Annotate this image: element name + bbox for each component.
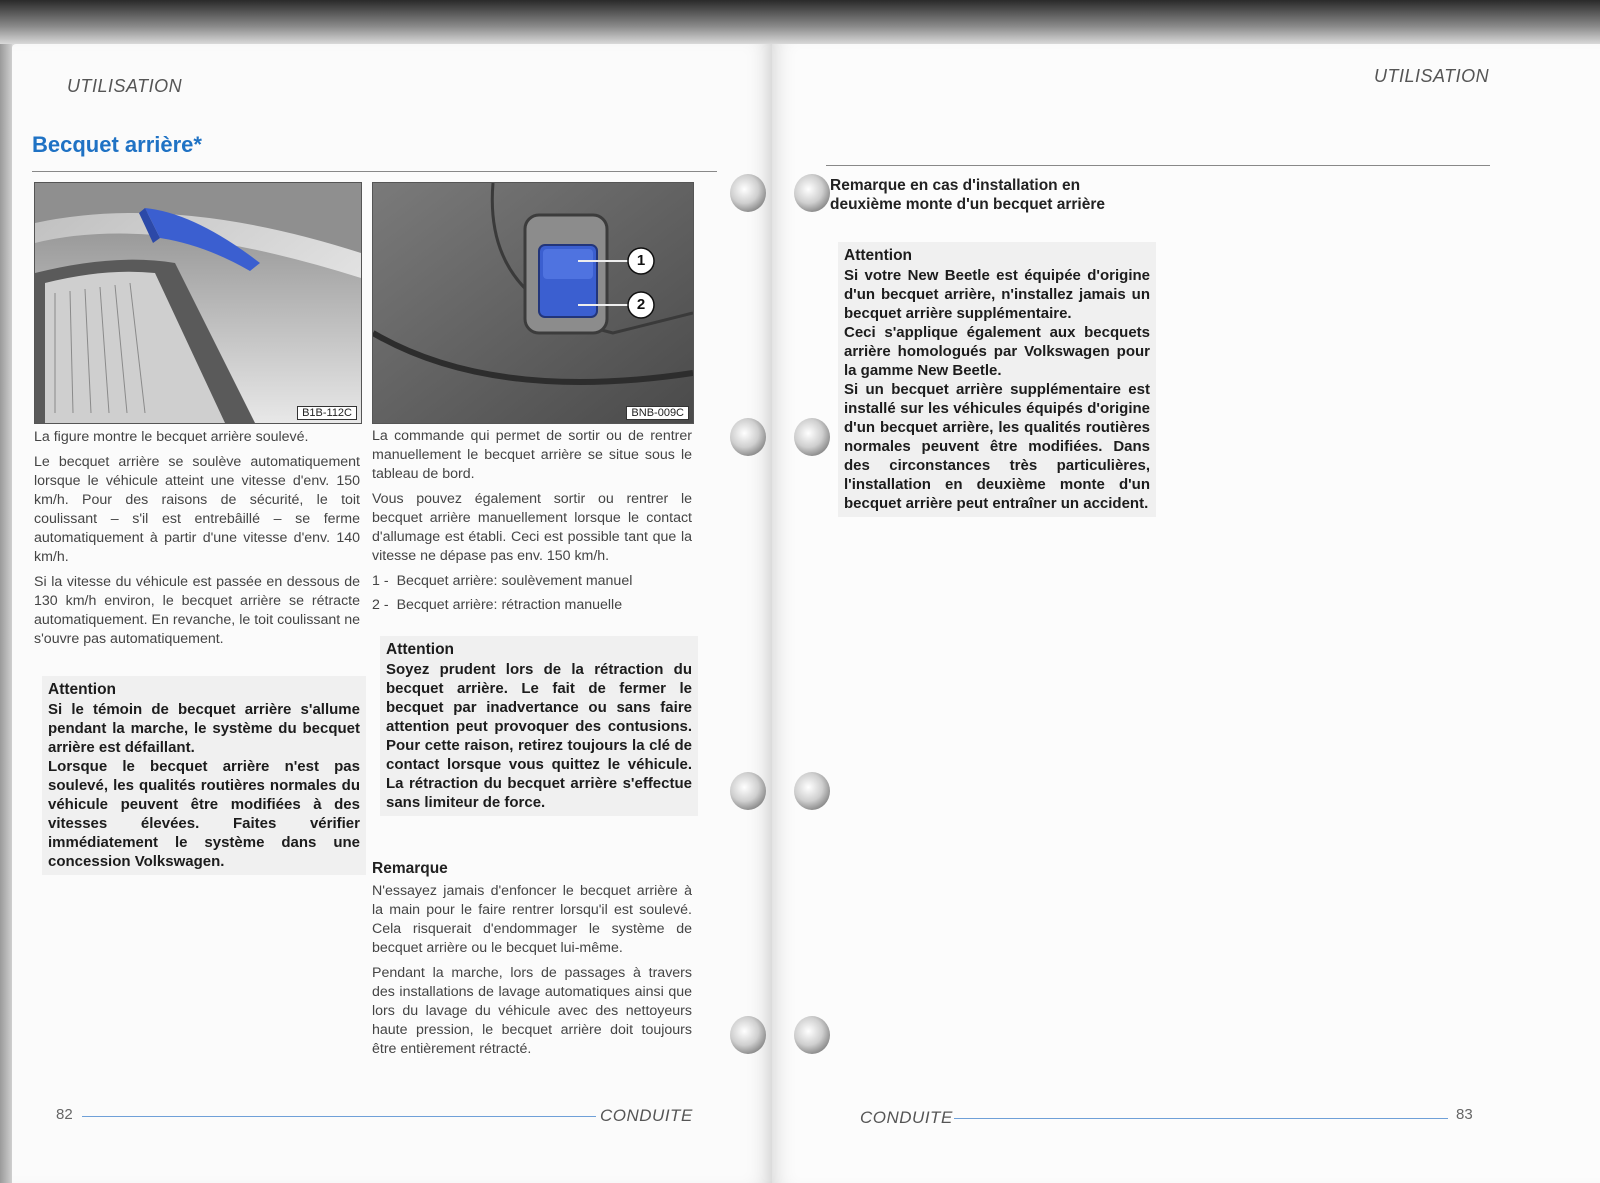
list-item: 2 - Becquet arrière: rétraction manuelle xyxy=(372,597,623,613)
attention-text: Lorsque le becquet arrière n'est pas soulevé, les qualités routières normales du véhicule peuvent être modifiées à des vitesses élevées. Faites vérifier immédiatement le système dans une concession Volkswagen. xyxy=(48,758,360,870)
paragraph: La figure montre le becquet arrière soulevé. xyxy=(34,429,309,445)
list-item: 1 - Becquet arrière: soulèvement manuel xyxy=(372,573,633,589)
column-1-text xyxy=(34,428,360,655)
footer-label-right: CONDUITE xyxy=(860,1108,953,1127)
title-rule xyxy=(32,171,717,172)
footer-rule-right xyxy=(954,1118,1448,1119)
attention-heading: Attention xyxy=(844,247,913,264)
binder-hole xyxy=(794,1016,830,1054)
figure-spoiler-switch xyxy=(372,182,694,424)
binder-hole xyxy=(730,174,766,212)
paragraph: La commande qui permet de sortir ou de rentrer manuellement le becquet arrière se situe sous le tableau de bord. xyxy=(372,428,692,482)
binder-hole xyxy=(730,418,766,456)
page-left xyxy=(12,44,772,1183)
attention-text: Si votre New Beetle est équipée d'origine d'un becquet arrière, n'installez jamais un becquet arrière supplémentaire. xyxy=(844,267,1150,322)
column-2-text xyxy=(372,427,692,620)
running-head-left: UTILISATION xyxy=(67,76,183,96)
remark-block xyxy=(372,859,692,1065)
attention-heading: Attention xyxy=(386,641,455,658)
paragraph: N'essayez jamais d'enfoncer le becquet arrière à la main pour le faire rentrer lorsqu'il est soulevé. Cela risquerait d'endommager le système de becquet arrière ou le becquet lui-même. xyxy=(372,883,692,956)
scan-top-edge xyxy=(0,0,1600,44)
paragraph: Pendant la marche, lors de passages à travers des installations de lavage automatiques ainsi que lors du lavage du véhicule avec des nettoyeurs haute pression, le becquet arrière doit toujours être entièrement rétracté. xyxy=(372,965,692,1057)
paragraph: Vous pouvez également sortir ou rentrer le becquet arrière manuellement lorsque le contact d'allumage est établi. Ceci est possible tant que la vitesse ne dépase pas env. 150 km/h. xyxy=(372,491,692,564)
figure-code: BNB-009C xyxy=(626,406,689,420)
callout-1: 1 xyxy=(636,252,646,269)
footer-rule-left xyxy=(82,1116,596,1117)
binder-hole xyxy=(794,174,830,212)
paragraph: Si la vitesse du véhicule est passée en dessous de 130 km/h environ, le becquet arrière se rétracte automatiquement. En revanche, le toit coulissant ne s'ouvre pas automatiquement. xyxy=(34,574,360,647)
attention-text: Si le témoin de becquet arrière s'allume pendant la marche, le système du becquet arrière est défaillant. xyxy=(48,701,360,756)
attention-heading: Attention xyxy=(48,681,117,698)
binder-hole xyxy=(794,418,830,456)
page-number-right: 83 xyxy=(1456,1106,1473,1123)
attention-box-2 xyxy=(380,636,698,816)
running-head-right: UTILISATION xyxy=(1374,66,1490,86)
book-spine-edge xyxy=(0,44,12,1183)
top-rule-right xyxy=(826,165,1490,166)
remark-heading-right: Remarque en cas d'installation en deuxième monte d'un becquet arrière xyxy=(830,177,1106,213)
remark-heading: Remarque xyxy=(372,860,448,877)
binder-hole xyxy=(730,1016,766,1054)
attention-text: Ceci s'applique également aux becquets arrière homologués par Volkswagen pour la gamme New Beetle. xyxy=(844,324,1150,379)
attention-box-1 xyxy=(42,676,366,875)
section-title: Becquet arrière* xyxy=(32,132,202,157)
attention-text: Si un becquet arrière supplémentaire est installé sur les véhicules équipés d'origine d'un becquet arrière, les qualités routières normales peuvent être modifiées. Dans des circonstances très particulières, l'installation en deuxième monte d'un becquet arrière peut entraîner un accident. xyxy=(844,381,1150,512)
callout-2: 2 xyxy=(636,296,646,313)
binder-hole xyxy=(794,772,830,810)
attention-text: Soyez prudent lors de la rétraction du becquet arrière. Le fait de fermer le becquet par inadvertance ou sans faire attention peut provoquer des contusions. Pour cette raison, retirez toujours la clé de contact lorsque vous quittez le véhicule. La rétraction du becquet arrière s'effectue sans limiteur de force. xyxy=(386,661,692,811)
page-number-left: 82 xyxy=(56,1106,73,1123)
binder-hole xyxy=(730,772,766,810)
attention-box-right xyxy=(838,242,1156,517)
spoiler-illustration xyxy=(35,183,361,423)
footer-label-left: CONDUITE xyxy=(600,1106,693,1125)
figure-code: B1B-112C xyxy=(297,406,357,420)
page-right xyxy=(772,44,1600,1183)
figure-spoiler-raised xyxy=(34,182,362,424)
paragraph: Le becquet arrière se soulève automatiquement lorsque le véhicule atteint une vitesse d'env. 150 km/h. Pour des raisons de sécurité, le toit coulissant – s'il est entrebâillé – se ferme automatiquement à partir d'une vitesse d'env. 140 km/h. xyxy=(34,454,360,565)
